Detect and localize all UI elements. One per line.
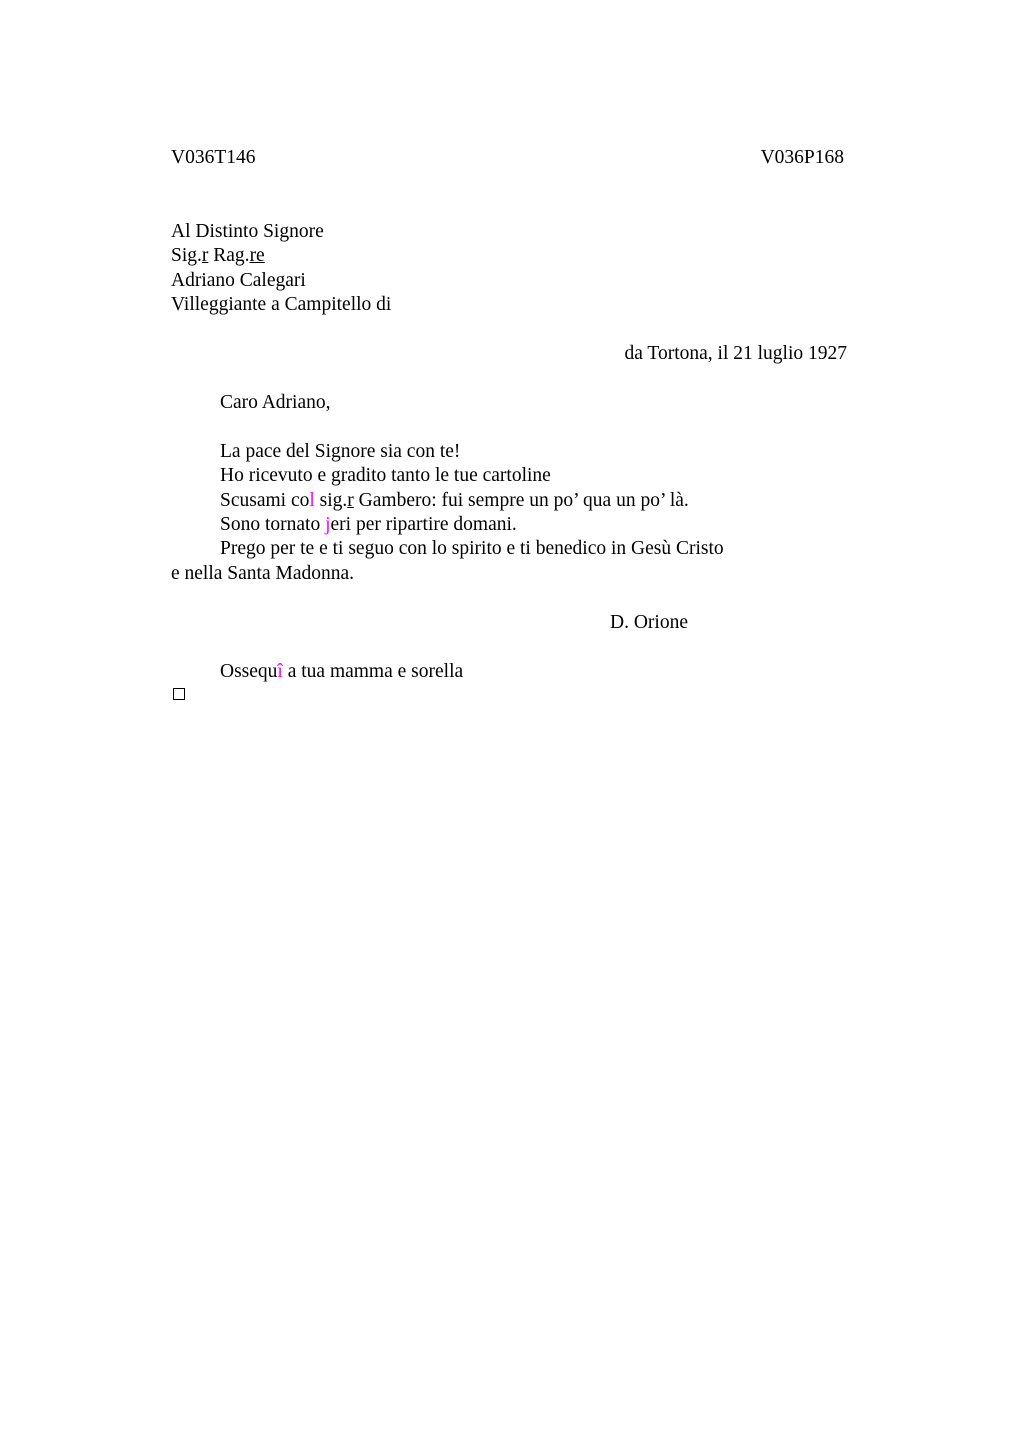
postscript-part-c: a tua mamma e sorella xyxy=(282,661,464,682)
body-line-4-part-a: Sono tornato xyxy=(220,514,326,535)
address-line-3: Adriano Calegari xyxy=(171,270,306,291)
body-line-3-sig-suffix: r xyxy=(347,490,354,511)
salutation: Caro Adriano, xyxy=(220,392,331,413)
body-line-2: Ho ricevuto e gradito tanto le tue cartoline xyxy=(220,465,551,486)
document-code-left: V036T146 xyxy=(171,147,256,168)
body-line-4-part-c: eri per ripartire domani. xyxy=(330,514,517,535)
address-title-rag-suffix: re xyxy=(249,245,265,266)
body-line-3 xyxy=(220,489,689,513)
body-line-3-part-c: sig. xyxy=(314,490,348,511)
body-line-5: Prego per te e ti seguo con lo spirito e ti benedico in Gesù Cristo xyxy=(220,538,724,559)
dateline: da Tortona, il 21 luglio 1927 xyxy=(624,343,847,364)
body-line-4 xyxy=(220,513,517,537)
postscript-part-a: Ossequ xyxy=(220,661,278,682)
address-line-1: Al Distinto Signore xyxy=(171,221,324,242)
signature: D. Orione xyxy=(610,612,688,633)
editorial-mark-l: l xyxy=(309,490,315,511)
body-line-1: La pace del Signore sia con te! xyxy=(220,441,461,462)
address-line-2 xyxy=(171,244,265,268)
body-line-3-part-a: Scusami co xyxy=(220,490,310,511)
body-line-3-part-e: Gambero: fui sempre un po’ qua un po’ là. xyxy=(353,490,689,511)
address-title-sig-suffix: r xyxy=(201,245,209,266)
address-title-rag: Rag. xyxy=(208,245,250,266)
address-line-4: Villeggiante a Campitello di xyxy=(171,294,392,315)
postscript xyxy=(220,660,463,684)
body-line-6: e nella Santa Madonna. xyxy=(171,563,355,584)
editorial-mark-j: j xyxy=(325,514,331,535)
address-title-sig: Sig. xyxy=(171,245,202,266)
editorial-mark-i: î xyxy=(277,661,283,682)
document-code-right: V036P168 xyxy=(760,147,844,168)
end-marker-square-icon xyxy=(173,688,185,700)
